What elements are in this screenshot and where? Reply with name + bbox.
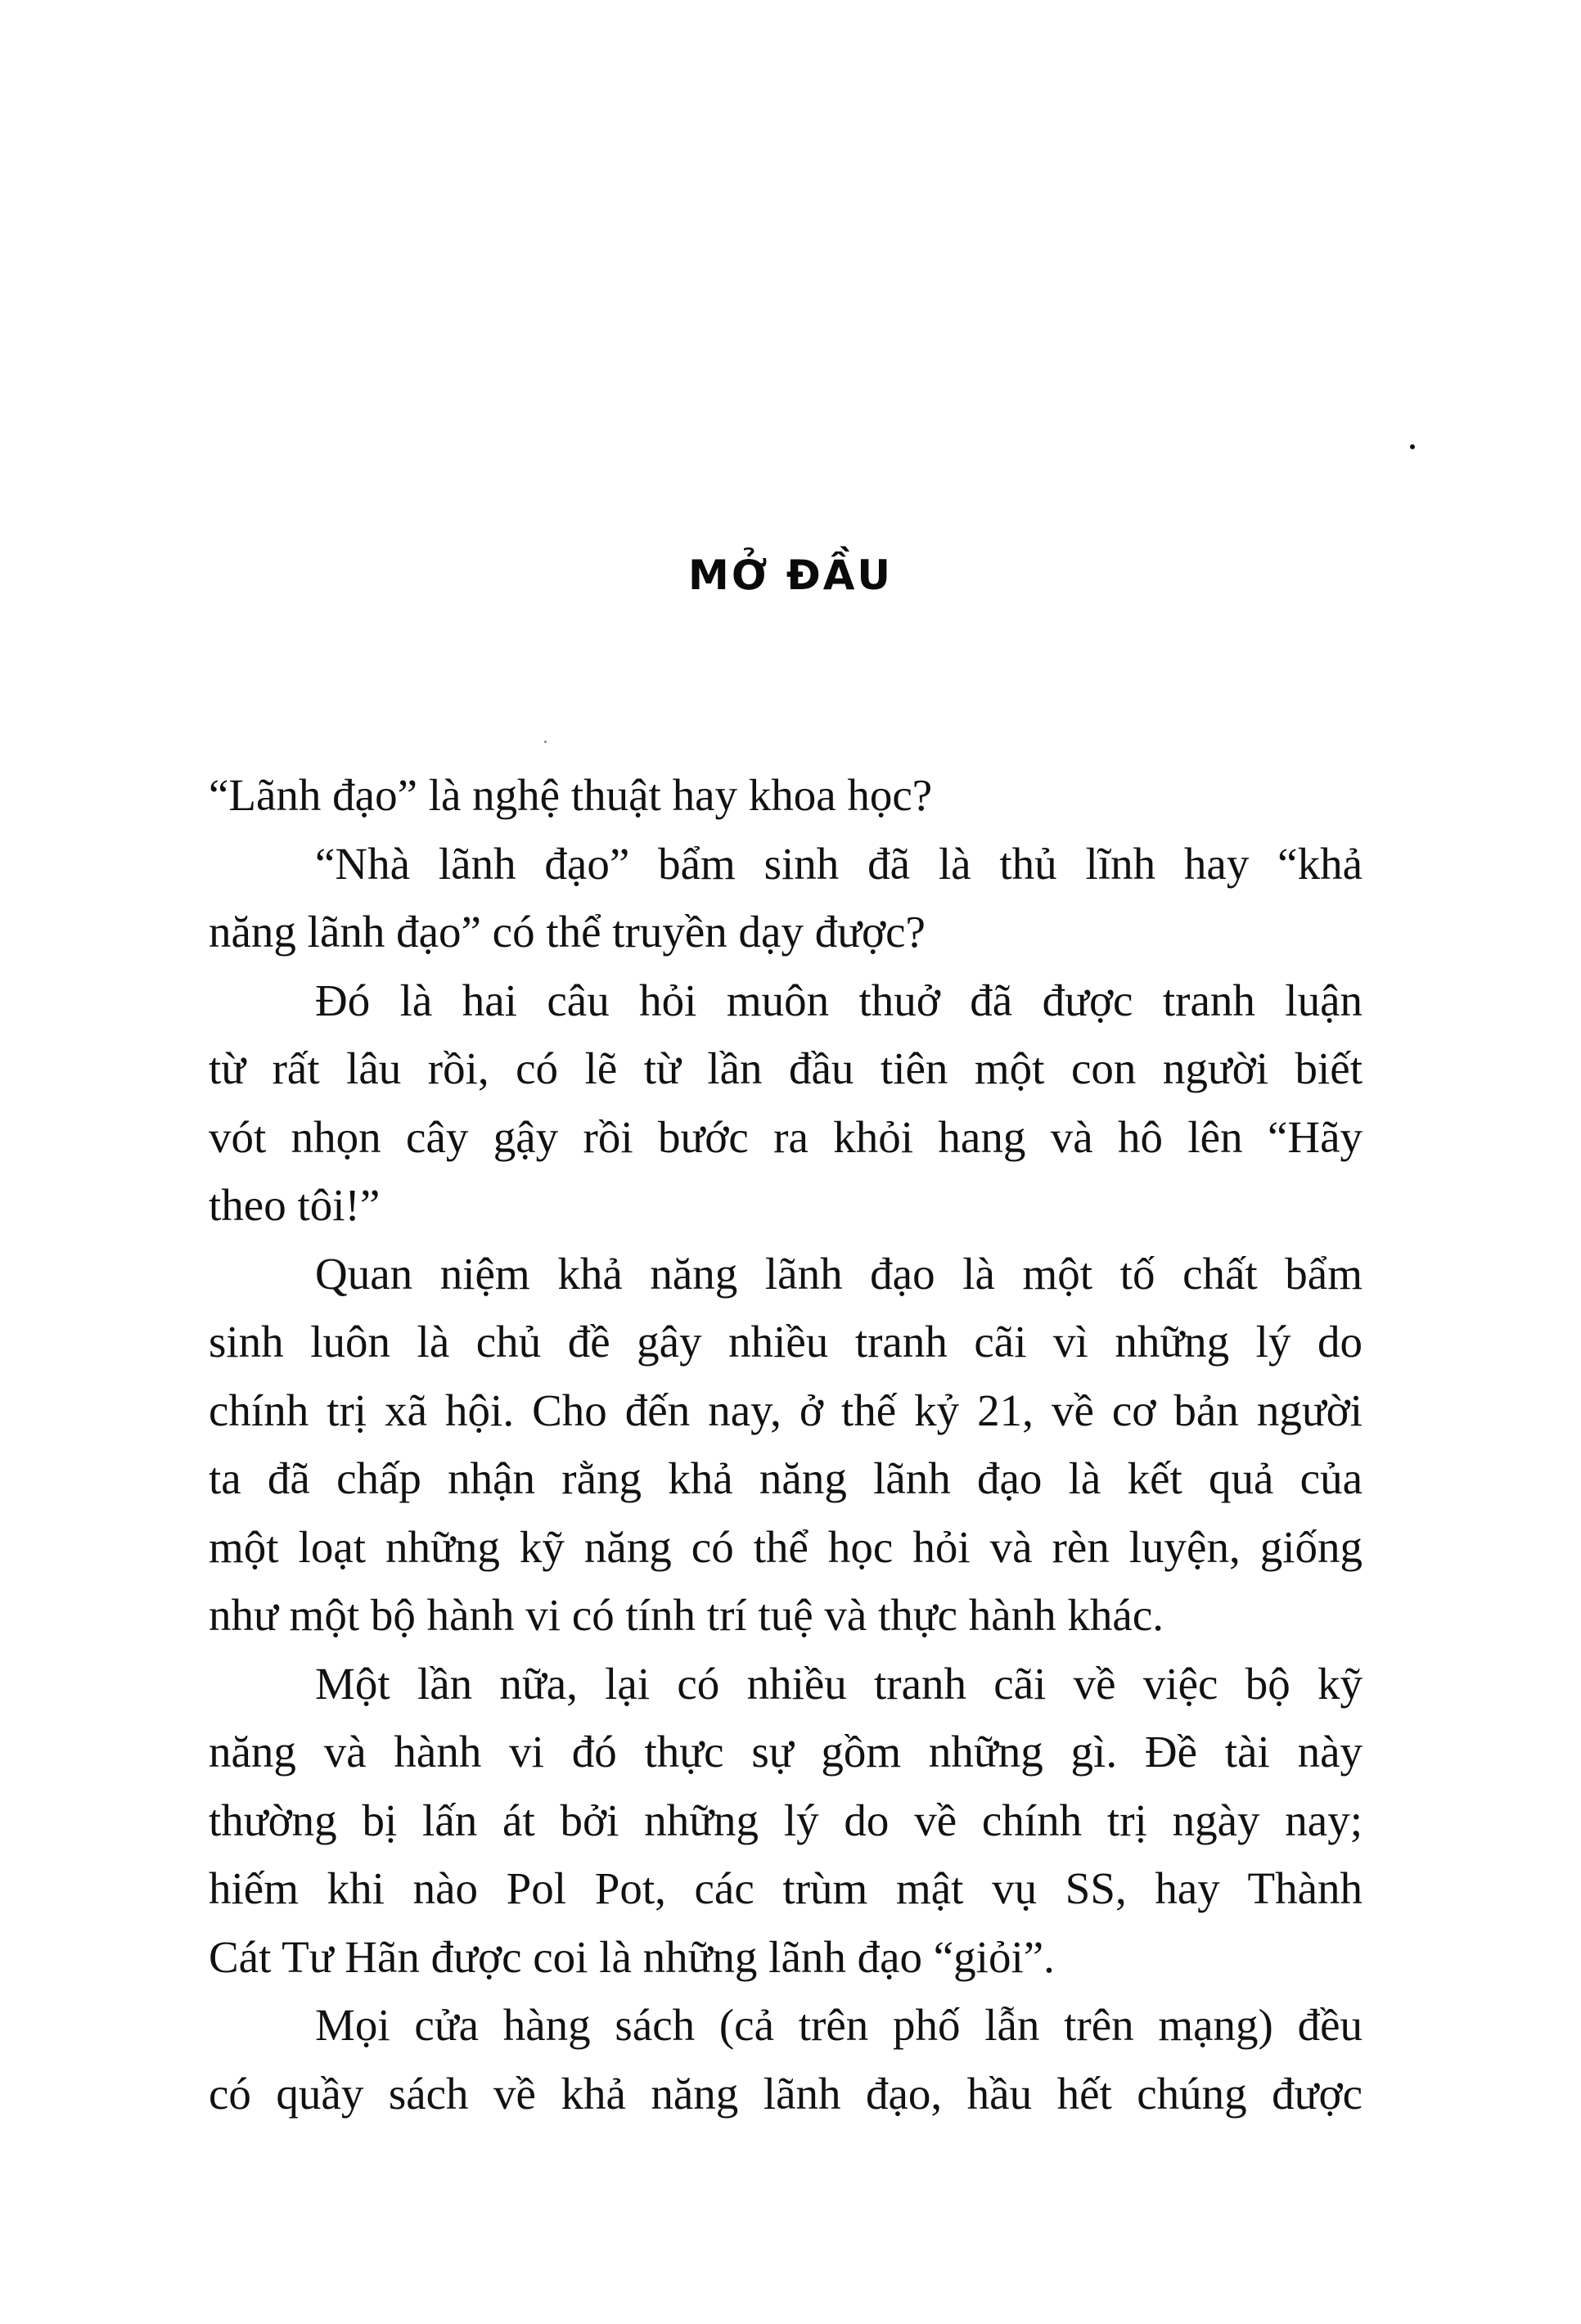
text-line: chính trị xã hội. Cho đến nay, ở thế kỷ 21, về cơ bản người xyxy=(209,1385,1363,1435)
text-line: hiếm khi nào Pol Pot, các trùm mật vụ SS, hay Thành xyxy=(209,1863,1363,1913)
chapter-title: MỞ ĐẦU xyxy=(687,551,894,599)
text-line: sinh luôn là chủ đề gây nhiều tranh cãi vì những lý do xyxy=(209,1317,1363,1367)
paragraph xyxy=(209,1240,1363,1650)
text-line: một loạt những kỹ năng có thể học hỏi và rèn luyện, giống xyxy=(209,1521,1363,1572)
text-line: năng và hành vi đó thực sự gồm những gì. Đề tài này xyxy=(209,1727,1363,1777)
text-line: như một bộ hành vi có tính trí tuệ và thực hành khác. xyxy=(209,1590,1164,1640)
text-line: “Lãnh đạo” là nghệ thuật hay khoa học? xyxy=(209,770,933,820)
text-line: theo tôi!” xyxy=(209,1180,381,1230)
paragraph xyxy=(209,830,1363,966)
text-line: Mọi cửa hàng sách (cả trên phố lẫn trên mạng) đều xyxy=(315,2000,1363,2050)
text-line: có quầy sách về khả năng lãnh đạo, hầu hết chúng được xyxy=(209,2068,1363,2119)
text-line: ta đã chấp nhận rằng khả năng lãnh đạo là kết quả của xyxy=(209,1453,1363,1503)
text-line: Một lần nữa, lại có nhiều tranh cãi về việc bộ kỹ xyxy=(315,1658,1363,1709)
text-line: thường bị lấn át bởi những lý do về chính trị ngày nay; xyxy=(209,1795,1363,1845)
body-text xyxy=(209,761,1363,2128)
text-line: “Nhà lãnh đạo” bẩm sinh đã là thủ lĩnh hay “khả xyxy=(315,838,1363,889)
scan-speck xyxy=(544,741,547,743)
scan-speck xyxy=(1410,444,1415,449)
text-line: Cát Tư Hãn được coi là những lãnh đạo “giỏi”. xyxy=(209,1931,1055,1982)
paragraph xyxy=(209,966,1363,1240)
text-line: vót nhọn cây gậy rồi bước ra khỏi hang và hô lên “Hãy xyxy=(209,1111,1363,1162)
paragraph xyxy=(209,761,1363,830)
text-line: Đó là hai câu hỏi muôn thuở đã được tranh luận xyxy=(315,975,1363,1025)
text-line: Quan niệm khả năng lãnh đạo là một tố chất bẩm xyxy=(315,1248,1363,1299)
paragraph xyxy=(209,1991,1363,2128)
text-line: từ rất lâu rồi, có lẽ từ lần đầu tiên một con người biết xyxy=(209,1043,1363,1093)
text-line: năng lãnh đạo” có thể truyền dạy được? xyxy=(209,907,926,957)
paragraph xyxy=(209,1650,1363,1992)
